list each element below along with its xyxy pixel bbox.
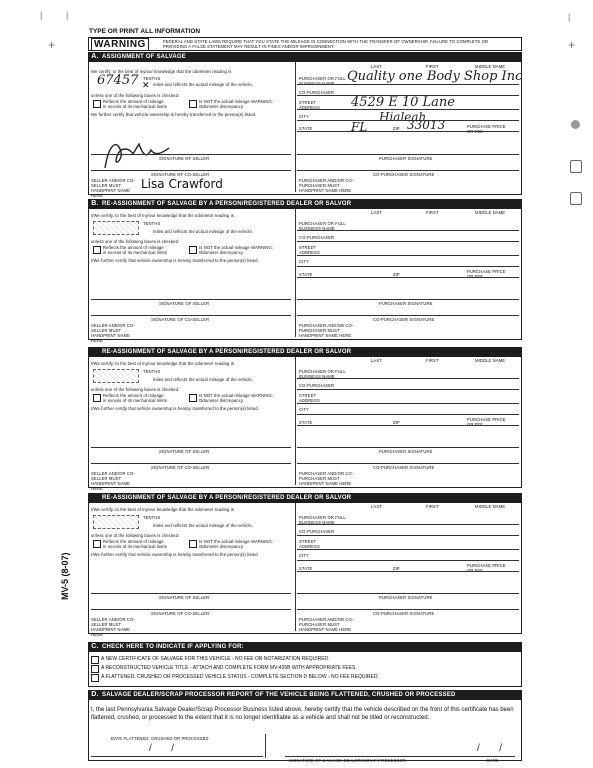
option-flattened-status: A FLATTENED, CRUSHED OR PROCESSED VEHICLE STATUS - COMPLETE SECTION D BELOW - NO FEE REQUIRED. bbox=[101, 674, 379, 680]
seller-handprint-label: SELLER AND/OR CO-SELLER MUST HANDPRINT NAME HERE bbox=[91, 323, 135, 343]
middle-label: MIDDLE NAME bbox=[475, 64, 506, 69]
signature-of-seller-label: SIGNATURE OF SELLER bbox=[159, 301, 210, 306]
city-label: CITY bbox=[299, 553, 309, 558]
tenths-label: TENTHS bbox=[143, 76, 161, 81]
street-label: STREET ADDRESS bbox=[299, 393, 320, 403]
section-c-body bbox=[88, 652, 522, 687]
excess-mileage-label: Reflects the amount of mileage in excess of its mechanical limits bbox=[103, 245, 167, 255]
option-new-certificate: A NEW CERTIFICATE OF SALVAGE FOR THIS VEHICLE - NO FEE OR NOTARIZATION REQUIRED. bbox=[101, 656, 330, 662]
first-label: FIRST bbox=[426, 504, 439, 509]
not-actual-mileage-label: Is NOT the actual mileage WARNING: Odometer discrepancy bbox=[199, 393, 274, 403]
not-actual-mileage-label: Is NOT the actual mileage WARNING: Odometer discrepancy bbox=[199, 245, 274, 255]
first-label: FIRST bbox=[426, 358, 439, 363]
reassignment-header-3: RE-ASSIGNMENT OF SALVAGE BY A PERSON/REGISTERED DEALER OR SALVOR bbox=[88, 493, 522, 503]
warning-box bbox=[88, 37, 522, 51]
purchaser-signature-label: PURCHASER SIGNATURE bbox=[379, 449, 433, 454]
signature-of-seller-label: SIGNATURE OF SELLER bbox=[159, 156, 210, 161]
dealer-signature-label: SIGNATURE OF SALVAGE DEALER/SCRAP PROCESSOR bbox=[289, 758, 406, 763]
zip-label: ZIP bbox=[393, 566, 400, 571]
reassignment-header-2: RE-ASSIGNMENT OF SALVAGE BY A PERSON/REGISTERED DEALER OR SALVOR bbox=[88, 347, 522, 357]
section-b-block-3 bbox=[88, 503, 522, 637]
option-reconstructed-title: A RECONSTRUCTED VEHICLE TITLE - ATTACH AND COMPLETE FORM MV-426B WITH APPROPRIATE FEES. bbox=[101, 665, 357, 671]
purchaser-name-value[interactable]: Quality one Body Shop Inc bbox=[347, 69, 523, 84]
street-label: STREET ADDRESS bbox=[299, 539, 320, 549]
margin-tick: | bbox=[66, 10, 69, 20]
certify-text: I/We certify, to the best of my/our knowledge that the odometer reading is bbox=[91, 361, 234, 366]
purchaser-handprint-label: PURCHASER AND/OR CO-PURCHASER MUST HANDPRINT NAME HERE bbox=[299, 178, 354, 193]
middle-label: MIDDLE NAME bbox=[475, 210, 506, 215]
registration-mark-icon: + bbox=[568, 38, 576, 52]
street-label: STREET ADDRESS bbox=[299, 100, 320, 110]
co-purchaser-signature-label: CO-PURCHASER SIGNATURE bbox=[373, 465, 435, 470]
new-certificate-checkbox[interactable] bbox=[91, 656, 99, 664]
purchaser-handprint-label: PURCHASER AND/OR CO-PURCHASER MUST HANDPRINT NAME HERE bbox=[299, 617, 354, 632]
further-text: We further certify that vehicle ownership is hereby transferred to the person(s) listed. bbox=[91, 112, 257, 117]
last-label: LAST bbox=[371, 358, 382, 363]
miles-text: miles and reflects the actual mileage of the vehicle, bbox=[153, 229, 254, 234]
co-purchaser-label: CO-PURCHASER bbox=[299, 383, 335, 388]
certify-text: I/We certify, to the best of my/our knowledge that the odometer reading is bbox=[91, 213, 234, 218]
street-label: STREET ADDRESS bbox=[299, 245, 320, 255]
price-label: PURCHASE PRICE OR FEE bbox=[467, 417, 506, 427]
purchaser-handprint-label: PURCHASER AND/OR CO-PURCHASER MUST HANDPRINT NAME HERE bbox=[299, 471, 354, 486]
first-label: FIRST bbox=[426, 210, 439, 215]
signature-of-seller-label: SIGNATURE OF SELLER bbox=[159, 449, 210, 454]
purchaser-name-label: PURCHASER OR FULL BUSINESS NAME bbox=[299, 515, 346, 525]
state-label: STATE bbox=[299, 272, 313, 277]
co-purchaser-signature-label: CO-PURCHASER SIGNATURE bbox=[373, 317, 435, 322]
reconstructed-title-checkbox[interactable] bbox=[91, 665, 99, 673]
price-label: PURCHASE PRICE OR FEE bbox=[467, 124, 506, 134]
excess-mileage-label: Reflects the amount of mileage in excess of its mechanical limits bbox=[103, 539, 167, 549]
city-value[interactable]: Hialeah bbox=[379, 110, 427, 124]
tenths-label: TENTHS bbox=[143, 369, 161, 374]
city-label: CITY bbox=[299, 114, 309, 119]
section-d-header: D. SALVAGE DEALER/SCRAP PROCESSOR REPORT OF THE VEHICLE BEING FLATTENED, CRUSHED OR PROCESSED bbox=[88, 690, 522, 700]
zip-label: ZIP bbox=[393, 126, 400, 131]
street-value[interactable]: 4529 E 10 Lane bbox=[351, 95, 455, 110]
excess-mileage-checkbox[interactable] bbox=[93, 100, 101, 108]
co-purchaser-signature-label: CO-PURCHASER SIGNATURE bbox=[373, 611, 435, 616]
punch-hole-icon bbox=[570, 192, 582, 205]
signature-of-co-seller-label: SIGNATURE OF CO-SELLER bbox=[151, 611, 210, 616]
date-flattened-field[interactable]: / / bbox=[149, 743, 175, 754]
purchaser-signature-label: PURCHASER SIGNATURE bbox=[379, 301, 433, 306]
last-label: LAST bbox=[371, 64, 382, 69]
not-actual-mileage-label: Is NOT the actual mileage WARNING: Odometer discrepancy bbox=[199, 99, 274, 109]
price-label: PURCHASE PRICE OR FEE bbox=[467, 563, 506, 573]
miles-text: miles and reflects the actual mileage of the vehicle, bbox=[153, 523, 254, 528]
form-id: MV-5 (8-07) bbox=[60, 552, 70, 600]
excess-mileage-checkbox[interactable] bbox=[93, 540, 101, 548]
excess-mileage-label: Reflects the amount of mileage in excess of its mechanical limits bbox=[103, 99, 167, 109]
further-text: I/We further certify that vehicle ownership is hereby transferred to the person(s) listed. bbox=[91, 258, 259, 263]
state-label: STATE bbox=[299, 420, 313, 425]
seller-handprint-name[interactable]: Lisa Crawford bbox=[141, 177, 223, 191]
not-actual-mileage-checkbox[interactable] bbox=[189, 540, 197, 548]
punch-hole-icon bbox=[570, 160, 582, 173]
state-label: STATE bbox=[299, 126, 313, 131]
middle-label: MIDDLE NAME bbox=[475, 358, 506, 363]
not-actual-mileage-checkbox[interactable] bbox=[189, 100, 197, 108]
city-label: CITY bbox=[299, 259, 309, 264]
state-label: STATE bbox=[299, 566, 313, 571]
seller-handprint-label: SELLER AND/OR CO-SELLER MUST HANDPRINT NAME HERE bbox=[91, 178, 135, 198]
further-text: I/We further certify that vehicle ownership is hereby transferred to the person(s) listed. bbox=[91, 552, 259, 557]
flatten-certification-text: I, the last Pennsylvania Salvage Dealer/Scrap Processor Business listed above, hereby certify that the vehicle described on the front of this certificate has been flattened, crushed, or processed to the extent that it is no longer identifiable as a vehicle and shall not be titled or reconstructed. bbox=[91, 707, 514, 721]
zip-label: ZIP bbox=[393, 420, 400, 425]
zip-value[interactable]: 33013 bbox=[407, 118, 446, 132]
price-label: PURCHASE PRICE OR FEE bbox=[467, 269, 506, 279]
purchaser-signature-label: PURCHASER SIGNATURE bbox=[379, 595, 433, 600]
section-d-body bbox=[88, 700, 522, 761]
section-a-body bbox=[88, 62, 523, 198]
margin-tick: | bbox=[40, 10, 43, 20]
co-purchaser-signature-label: CO-PURCHASER SIGNATURE bbox=[373, 172, 435, 177]
purchaser-name-label: PURCHASER OR FULL BUSINESS NAME bbox=[299, 221, 346, 231]
unless-text: unless one of the following boxes is checked: bbox=[91, 387, 180, 392]
seller-handprint-label: SELLER AND/OR CO-SELLER MUST HANDPRINT NAME HERE bbox=[91, 471, 135, 491]
warning-label: WARNING bbox=[91, 38, 149, 51]
city-label: CITY bbox=[299, 407, 309, 412]
date-label: DATE bbox=[487, 758, 499, 763]
section-b-header: B. RE-ASSIGNMENT OF SALVAGE BY A PERSON/REGISTERED DEALER OR SALVOR bbox=[88, 199, 522, 209]
miles-text: miles and reflects the actual mileage of the vehicle, bbox=[153, 377, 254, 382]
section-c-header: C. CHECK HERE TO INDICATE IF APPLYING FOR: bbox=[88, 642, 522, 652]
registration-mark-icon: + bbox=[48, 38, 56, 52]
warning-text: FEDERAL AND STATE LAWS REQUIRE THAT YOU STATE THE MILEAGE IN CONNECTION WITH THE TRANSFER OF OWNERSHIP. FAILURE TO COMPLETE OR PROVIDING A FALSE STATEMENT MAY RESULT IN FINES AND/OR IMPRISONMENT. bbox=[163, 39, 489, 49]
zip-label: ZIP bbox=[393, 272, 400, 277]
date-flattened-label: DATE FLATTENED, CRUSHED OR PROCESSED bbox=[111, 736, 209, 741]
odometer-field[interactable] bbox=[93, 369, 139, 383]
first-label: FIRST bbox=[426, 64, 439, 69]
excess-mileage-checkbox[interactable] bbox=[93, 394, 101, 402]
unless-text: unless one of the following boxes is checked: bbox=[91, 239, 180, 244]
not-actual-mileage-label: Is NOT the actual mileage WARNING: Odometer discrepancy bbox=[199, 539, 274, 549]
state-value[interactable]: FL bbox=[351, 120, 368, 134]
signature-of-co-seller-label: SIGNATURE OF CO-SELLER bbox=[151, 465, 210, 470]
signature-of-seller-label: SIGNATURE OF SELLER bbox=[159, 595, 210, 600]
odometer-field[interactable] bbox=[93, 221, 139, 235]
flattened-status-checkbox[interactable] bbox=[91, 674, 99, 682]
tenths-label: TENTHS bbox=[143, 221, 161, 226]
last-label: LAST bbox=[371, 210, 382, 215]
signature-of-co-seller-label: SIGNATURE OF CO-SELLER bbox=[151, 317, 210, 322]
middle-label: MIDDLE NAME bbox=[475, 504, 506, 509]
margin-tick: | bbox=[568, 12, 571, 22]
co-purchaser-label: CO-PURCHASER bbox=[299, 235, 335, 240]
last-label: LAST bbox=[371, 504, 382, 509]
unless-text: unless one of the following boxes is checked: bbox=[91, 533, 180, 538]
not-actual-mileage-checkbox[interactable] bbox=[189, 246, 197, 254]
certify-text: I/We certify, to the best of my/our knowledge that the odometer reading is bbox=[91, 507, 234, 512]
co-purchaser-label: CO-PURCHASER bbox=[299, 529, 335, 534]
section-a-header: A. ASSIGNMENT OF SALVAGE bbox=[88, 52, 522, 62]
certify-text: We certify, to the best of my/our knowledge that the odometer reading is bbox=[91, 69, 232, 74]
odometer-field[interactable] bbox=[93, 515, 139, 529]
section-b-block-1 bbox=[88, 209, 522, 343]
check-mark-icon: ✕ bbox=[142, 80, 150, 90]
seller-handprint-label: SELLER AND/OR CO-SELLER MUST HANDPRINT NAME HERE bbox=[91, 617, 135, 637]
odometer-reading: 67457 bbox=[97, 73, 139, 88]
purchaser-signature-label: PURCHASER SIGNATURE bbox=[379, 156, 433, 161]
type-or-print-note: TYPE OR PRINT ALL INFORMATION bbox=[89, 28, 201, 35]
not-actual-mileage-checkbox[interactable] bbox=[189, 394, 197, 402]
co-purchaser-label: CO-PURCHASER bbox=[299, 90, 335, 95]
signature-date-field[interactable]: / / bbox=[477, 743, 503, 754]
section-b-block-2 bbox=[88, 357, 522, 491]
signature-of-co-seller-label: SIGNATURE OF CO-SELLER bbox=[151, 172, 210, 177]
excess-mileage-checkbox[interactable] bbox=[93, 246, 101, 254]
further-text: I/We further certify that vehicle ownership is hereby transferred to the person(s) listed. bbox=[91, 406, 259, 411]
purchaser-handprint-label: PURCHASER AND/OR CO-PURCHASER MUST HANDPRINT NAME HERE bbox=[299, 323, 354, 338]
tenths-label: TENTHS bbox=[143, 515, 161, 520]
excess-mileage-label: Reflects the amount of mileage in excess of its mechanical limits bbox=[103, 393, 167, 403]
purchaser-name-label: PURCHASER OR FULL BUSINESS NAME bbox=[299, 76, 346, 86]
unless-text: unless one of the following boxes is checked: bbox=[91, 93, 180, 98]
purchaser-name-label: PURCHASER OR FULL BUSINESS NAME bbox=[299, 369, 346, 379]
miles-text: miles and reflects the actual mileage of the vehicle, bbox=[153, 82, 254, 87]
punch-hole-icon bbox=[571, 120, 580, 129]
